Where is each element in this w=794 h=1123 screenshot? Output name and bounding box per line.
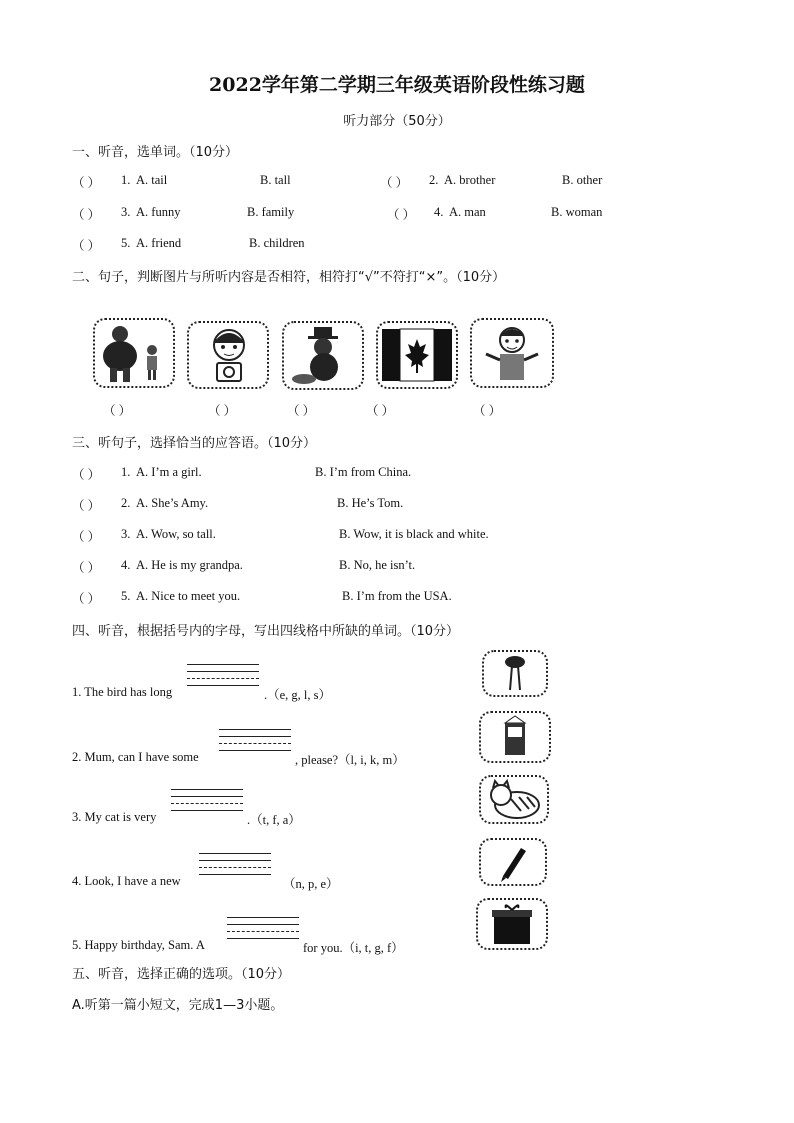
sec3-q1-option-a: A. I’m a girl. xyxy=(136,465,202,479)
sec4-q3-before: 3. My cat is very xyxy=(72,810,157,824)
sec4-q4-after: （n, p, e） xyxy=(283,877,339,891)
sec1-q4-option-a: A. man xyxy=(449,205,486,219)
section-2-heading: 二、句子，判断图片与所听内容是否相符，相符打“√”不符打“×”。（10分） xyxy=(72,270,506,285)
section-5-subheading: A.听第一篇小短文，完成1—3小题。 xyxy=(72,998,284,1013)
sec3-q1-option-b: B. I’m from China. xyxy=(315,465,412,479)
sec4-q1-four-line-grid[interactable] xyxy=(187,664,259,692)
sec2-pic4-paren[interactable]: （ ） xyxy=(366,404,395,418)
picture-pen xyxy=(479,838,547,886)
sec3-q1-paren[interactable]: （ ） xyxy=(72,468,101,482)
sec4-q2-four-line-grid[interactable] xyxy=(219,729,291,757)
sec4-q1-after: .（e, g, l, s） xyxy=(264,688,332,702)
sec4-q3-four-line-grid[interactable] xyxy=(171,789,243,817)
picture-canada-flag xyxy=(376,321,458,389)
picture-fat-man-and-boy xyxy=(93,318,175,388)
sec3-q3-paren[interactable]: （ ） xyxy=(72,530,101,544)
sec1-q5-paren[interactable]: （ ） xyxy=(72,239,101,253)
sec2-pic3-paren[interactable]: （ ） xyxy=(287,404,316,418)
sec4-q5-after: for you.（i, t, g, f） xyxy=(303,941,404,955)
sec3-q3-num: 3. xyxy=(121,527,131,541)
sec1-q1-option-b: B. tall xyxy=(260,173,291,187)
sec1-q1-option-a: A. tail xyxy=(136,173,168,187)
sec4-q4-four-line-grid[interactable] xyxy=(199,853,271,881)
sec3-q5-num: 5. xyxy=(121,589,131,603)
sec3-q2-option-a: A. She’s Amy. xyxy=(136,496,209,510)
picture-girl-with-camera xyxy=(187,321,269,389)
sec3-q1-num: 1. xyxy=(121,465,131,479)
sec2-pic2-paren[interactable]: （ ） xyxy=(208,404,237,418)
sec4-q4-before: 4. Look, I have a new xyxy=(72,874,181,888)
sec1-q2-option-b: B. other xyxy=(562,173,603,187)
sec3-q4-num: 4. xyxy=(121,558,131,572)
picture-gift-box xyxy=(476,898,548,950)
sec1-q2-num: 2. xyxy=(429,173,439,187)
sec3-q5-paren[interactable]: （ ） xyxy=(72,592,101,606)
sec1-q2-paren[interactable]: （ ） xyxy=(380,176,409,190)
section-5-heading: 五、听音，选择正确的选项。（10分） xyxy=(72,967,291,982)
sec4-q2-before: 2. Mum, can I have some xyxy=(72,750,199,764)
picture-fat-cat xyxy=(479,775,549,824)
section-4-heading: 四、听音，根据括号内的字母，写出四线格中所缺的单词。（10分） xyxy=(72,624,460,639)
sec3-q4-paren[interactable]: （ ） xyxy=(72,561,101,575)
sec3-q2-num: 2. xyxy=(121,496,131,510)
sec3-q4-option-b: B. No, he isn’t. xyxy=(339,558,416,572)
sec1-q5-option-b: B. children xyxy=(249,236,305,250)
sec3-q4-option-a: A. He is my grandpa. xyxy=(136,558,243,572)
sec2-pic5-paren[interactable]: （ ） xyxy=(473,404,502,418)
sec4-q1-before: 1. The bird has long xyxy=(72,685,173,699)
sec1-q3-option-b: B. family xyxy=(247,205,295,219)
sec1-q1-num: 1. xyxy=(121,173,131,187)
sec2-pic1-paren[interactable]: （ ） xyxy=(103,404,132,418)
sec1-q3-paren[interactable]: （ ） xyxy=(72,208,101,222)
sec1-q3-option-a: A. funny xyxy=(136,205,181,219)
sec1-q4-option-b: B. woman xyxy=(551,205,603,219)
sec3-q3-option-b: B. Wow, it is black and white. xyxy=(339,527,489,541)
section-1-heading: 一、听音，选单词。（10分） xyxy=(72,145,239,160)
page-subtitle: 听力部分（50分） xyxy=(343,114,451,129)
section-3-heading: 三、听句子，选择恰当的应答语。（10分） xyxy=(72,436,317,451)
picture-boy-shrugging xyxy=(470,318,554,388)
sec1-q3-num: 3. xyxy=(121,205,131,219)
sec1-q4-paren[interactable]: （ ） xyxy=(387,208,416,222)
sec3-q5-option-a: A. Nice to meet you. xyxy=(136,589,241,603)
sec4-q5-four-line-grid[interactable] xyxy=(227,917,299,945)
picture-milk-carton xyxy=(479,711,551,763)
sec4-q5-before: 5. Happy birthday, Sam. A xyxy=(72,938,205,952)
sec3-q5-option-b: B. I’m from the USA. xyxy=(342,589,452,603)
sec1-q2-option-a: A. brother xyxy=(444,173,496,187)
sec3-q3-option-a: A. Wow, so tall. xyxy=(136,527,216,541)
sec3-q2-paren[interactable]: （ ） xyxy=(72,499,101,513)
sec1-q4-num: 4. xyxy=(434,205,444,219)
sec4-q3-after: .（t, f, a） xyxy=(247,813,301,827)
picture-bird-legs xyxy=(482,650,548,697)
sec3-q2-option-b: B. He’s Tom. xyxy=(337,496,404,510)
sec1-q5-num: 5. xyxy=(121,236,131,250)
page-title: 2022学年第二学期三年级英语阶段性练习题 xyxy=(209,74,585,96)
sec1-q1-paren[interactable]: （ ） xyxy=(72,176,101,190)
sec1-q5-option-a: A. friend xyxy=(136,236,182,250)
picture-beaver-with-hat xyxy=(282,321,364,390)
sec4-q2-after: , please?（l, i, k, m） xyxy=(295,753,405,767)
